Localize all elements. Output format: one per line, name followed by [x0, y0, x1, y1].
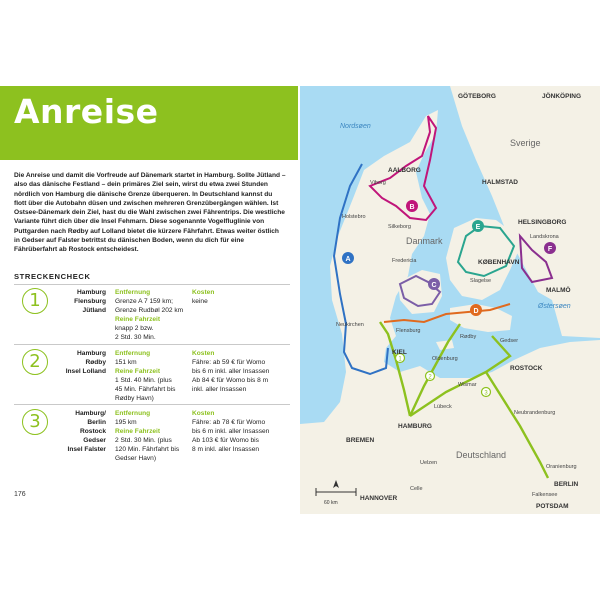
distance-line: Grenze A 7 159 km;	[115, 298, 173, 305]
city-label: KIEL	[392, 349, 407, 356]
city-label: AALBORG	[388, 167, 421, 174]
cost-label: Kosten	[192, 410, 215, 417]
cost-column	[192, 349, 290, 394]
city-label: HELSINGBORG	[518, 219, 567, 226]
distance-column	[115, 288, 195, 342]
cost-line: Fähre: ab 78 € für Womo	[192, 419, 266, 426]
cost-column	[192, 409, 290, 454]
town-label: Viborg	[370, 180, 386, 186]
cost-line: bis 6 m inkl. aller Insassen	[192, 368, 270, 375]
distance-label: Entfernung	[115, 410, 151, 417]
sea-label: Nordsøen	[340, 123, 371, 130]
route-marker-label: E	[475, 224, 481, 231]
intro-text: Die Anreise und damit die Vorfreude auf Dänemark startet in Hamburg. Sollte Jütland – also das dänische Festland – dein primäres Ziel sein, wirst du etwa zwei Stunden nördlich von Hamburg die dänische Grenze überqueren. In Deutschland kannst du flott über die Autobahn düsen und zwischen mehreren Grenzübergängen wählen. Ist Ostsee-Dänemark dein Ziel, hast du die Wahl zwischen zwei Fährentrips. Die westliche Variante führt dich über die Insel Fehmarn. Diese sogenannte Vogelfluglinie von Puttgarden nach Rødby auf Lolland bietet die kürzere Fährfahrt. Etwas weiter östlich in Gedser auf Falster betrittst du dänischen Boden, wenn du dich für eine Fährüberfahrt ab Rostock entscheidest.	[14, 172, 286, 254]
city-label: BREMEN	[346, 437, 375, 444]
distance-label: Entfernung	[115, 289, 151, 296]
drive-time-label: Reine Fahrzeit	[115, 316, 161, 323]
cost-line: bis 6 m inkl. aller Insassen	[192, 428, 270, 435]
city-label: ROSTOCK	[510, 365, 543, 372]
divider	[14, 344, 290, 345]
section-heading: STRECKENCHECK	[14, 272, 91, 281]
cost-label: Kosten	[192, 350, 215, 357]
route-place: Insel Falster	[67, 446, 106, 453]
town-label: Neubrandenburg	[514, 410, 556, 416]
distance-line: Grenze Rudbøl 202 km	[115, 307, 184, 314]
country-label: Sverige	[510, 138, 541, 148]
left-page	[0, 86, 300, 514]
city-label: BERLIN	[554, 481, 579, 488]
route-places	[48, 288, 106, 315]
country-label: Deutschland	[456, 450, 507, 460]
town-label: Neukirchen	[336, 322, 364, 328]
sea-label: Østersøen	[538, 303, 571, 310]
route-marker-label: D	[473, 308, 479, 315]
drive-time-line: 1 Std. 40 Min. (plus	[115, 377, 172, 384]
page-title: Anreise	[14, 92, 159, 131]
right-page	[300, 86, 600, 514]
town-label: Falkensee	[532, 492, 558, 498]
route-place: Insel Lolland	[65, 368, 106, 375]
town-label: Oranienburg	[546, 464, 577, 470]
city-label: MALMÖ	[546, 287, 571, 294]
city-label: HANNOVER	[360, 495, 398, 502]
cost-column	[192, 288, 290, 306]
route-place: Hamburg	[77, 289, 106, 296]
route-place: Hamburg/	[75, 410, 106, 417]
town-label: Oldenburg	[432, 356, 458, 362]
route-marker-f[interactable]	[544, 242, 556, 254]
drive-time-line: Gedser Havn)	[115, 455, 157, 462]
cost-line: Ab 103 € für Womo bis	[192, 437, 259, 444]
drive-time-label: Reine Fahrzeit	[115, 368, 161, 375]
town-label: Gedser	[500, 338, 519, 344]
divider	[14, 404, 290, 405]
route-marker-d[interactable]	[470, 304, 482, 316]
route-place: Gedser	[83, 437, 106, 444]
route-marker-b[interactable]	[406, 200, 418, 212]
town-label: Fredericia	[392, 258, 417, 264]
route-marker-label: A	[345, 256, 351, 263]
cost-line: keine	[192, 298, 208, 305]
cost-label: Kosten	[192, 289, 215, 296]
page-number: 176	[14, 491, 26, 498]
drive-time-line: 2 Std. 30 Min. (plus	[115, 437, 172, 444]
junction-marker-2	[426, 372, 435, 381]
route-places	[48, 409, 106, 454]
distance-column	[115, 409, 195, 463]
route-place: Flensburg	[74, 298, 106, 305]
distance-label: Entfernung	[115, 350, 151, 357]
route-marker-a[interactable]	[342, 252, 354, 264]
city-label: HALMSTAD	[482, 179, 518, 186]
junction-label: 2	[428, 374, 432, 381]
country-label: Danmark	[406, 236, 443, 246]
route-places	[48, 349, 106, 376]
route-map	[300, 86, 600, 514]
cost-line: Fähre: ab 59 € für Womo	[192, 359, 266, 366]
cost-line: inkl. aller Insassen	[192, 386, 247, 393]
distance-column	[115, 349, 195, 403]
route-marker-label: F	[547, 246, 553, 253]
town-label: Wismar	[458, 382, 477, 388]
route-number-badge: 2	[22, 349, 48, 375]
route-place: Jütland	[82, 307, 106, 314]
drive-time-line: knapp 2 bzw.	[115, 325, 154, 332]
route-number-badge: 3	[22, 409, 48, 435]
town-label: Landskrona	[530, 234, 559, 240]
town-label: Lübeck	[434, 404, 452, 410]
drive-time-line: 2 Std. 30 Min.	[115, 334, 156, 341]
route-place: Hamburg	[77, 350, 106, 357]
route-place: Berlin	[87, 419, 106, 426]
route-place: Rødby	[85, 359, 106, 366]
title-banner	[0, 86, 298, 160]
book-spread	[0, 86, 600, 514]
cost-line: Ab 84 € für Womo bis 8 m	[192, 377, 269, 384]
town-label: Uelzen	[420, 460, 438, 466]
drive-time-line: Rødby Havn)	[115, 395, 154, 402]
city-label: KØBENHAVN	[478, 259, 520, 266]
distance-line: 195 km	[115, 419, 137, 426]
route-marker-label: B	[409, 204, 415, 211]
route-marker-label: C	[431, 282, 437, 289]
town-label: Flensburg	[396, 328, 421, 334]
distance-line: 151 km	[115, 359, 137, 366]
town-label: Rødby	[460, 334, 477, 340]
route-number-badge: 1	[22, 288, 48, 314]
cost-line: 8 m inkl. aller Insassen	[192, 446, 260, 453]
route-marker-c[interactable]	[428, 278, 440, 290]
town-label: Holstebro	[342, 214, 366, 220]
divider	[14, 284, 290, 285]
town-label: Celle	[410, 486, 423, 492]
junction-label: 3	[484, 390, 488, 397]
scale-label: 60 km	[324, 500, 338, 506]
city-label: JÖNKÖPING	[542, 93, 582, 100]
town-label: Silkeborg	[388, 224, 411, 230]
drive-time-label: Reine Fahrzeit	[115, 428, 161, 435]
city-label: POTSDAM	[536, 503, 569, 510]
drive-time-line: 45 Min. Fährfahrt bis	[115, 386, 176, 393]
drive-time-line: 120 Min. Fährfahrt bis	[115, 446, 180, 453]
city-label: GÖTEBORG	[458, 93, 496, 100]
route-marker-e[interactable]	[472, 220, 484, 232]
town-label: Slagelse	[470, 278, 492, 284]
junction-marker-3	[482, 388, 491, 397]
junction-label: 1	[398, 356, 402, 363]
city-label: HAMBURG	[398, 423, 432, 430]
route-place: Rostock	[79, 428, 106, 435]
